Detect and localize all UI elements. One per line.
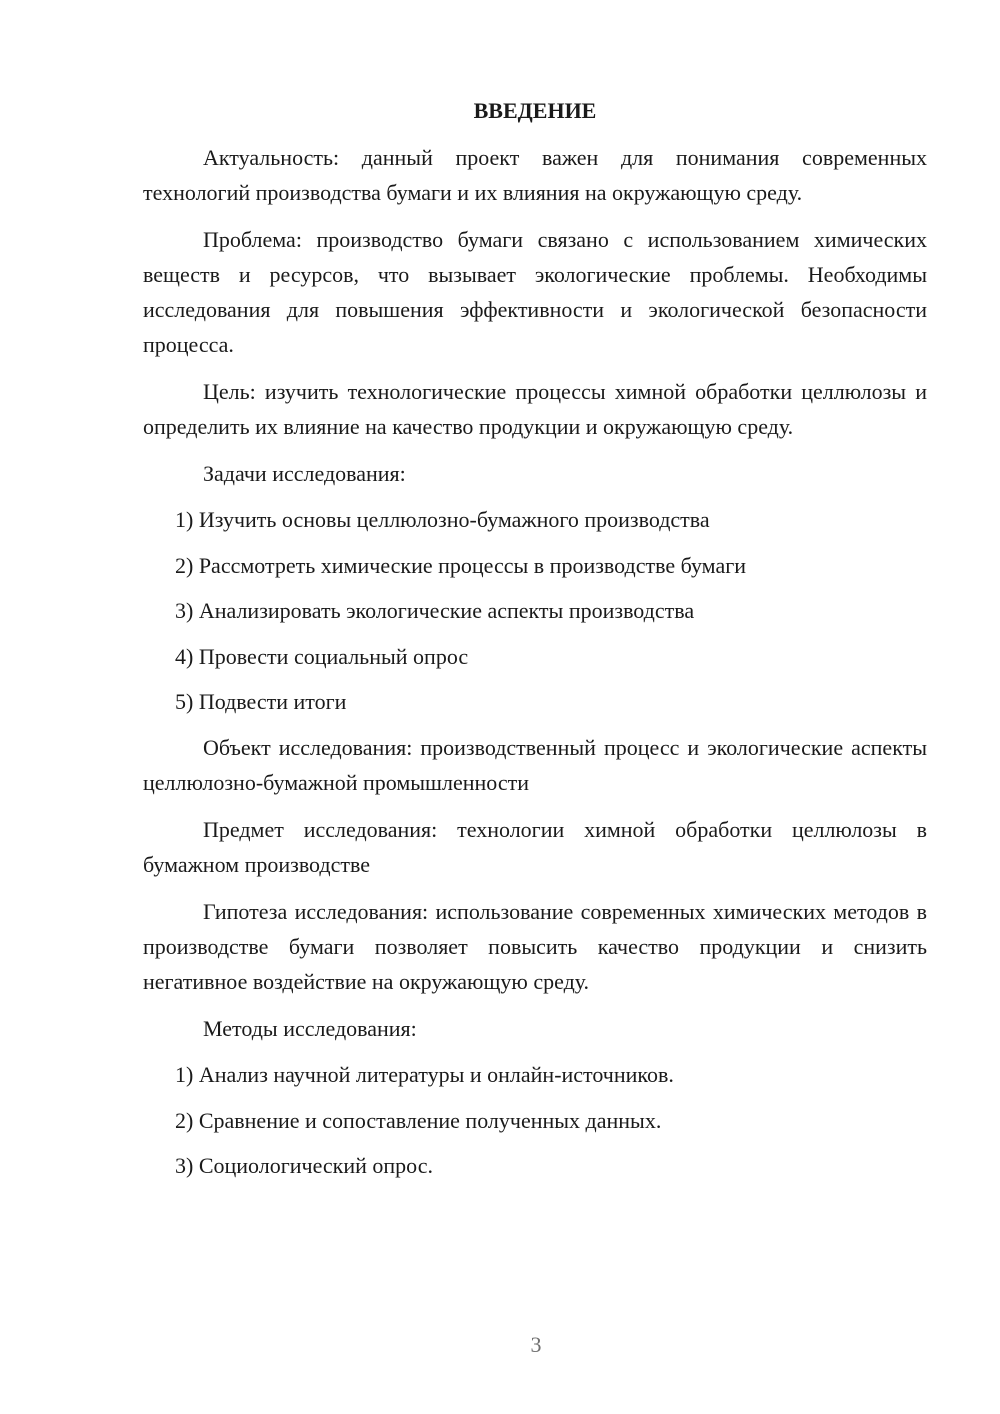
- list-item: 3) Анализировать экологические аспекты производства: [175, 598, 695, 623]
- hypothesis-paragraph: Гипотеза исследования: использование современных химических методов в производстве бумаги позволяет повысить качество продукции и снизить негативное воздействие на окружающую среду.: [143, 899, 927, 994]
- subject-paragraph: Предмет исследования: технологии химной обработки целлюлозы в бумажном производстве: [143, 817, 927, 877]
- list-item: 2) Рассмотреть химические процессы в производстве бумаги: [175, 552, 747, 578]
- list-item: 1) Изучить основы целлюлозно-бумажного производства: [175, 507, 710, 532]
- page-content: [143, 93, 927, 1194]
- methods-label: Методы исследования:: [203, 1016, 417, 1041]
- tasks-label: Задачи исследования:: [203, 461, 406, 486]
- methods-list: [143, 1057, 927, 1183]
- tasks-list: [143, 502, 927, 719]
- list-item: 1) Анализ научной литературы и онлайн-источников.: [175, 1062, 674, 1087]
- relevance-paragraph: Актуальность: данный проект важен для понимания современных технологий производства бумаги и их влияния на окружающую среду.: [143, 145, 927, 205]
- list-item: 4) Провести социальный опрос: [175, 643, 469, 669]
- page-heading: ВВЕДЕНИЕ: [473, 98, 597, 123]
- list-item: 3) Социологический опрос.: [175, 1153, 433, 1178]
- object-paragraph: Объект исследования: производственный процесс и экологические аспекты целлюлозно-бумажной промышленности: [143, 735, 927, 795]
- page-number: 3: [530, 1332, 542, 1357]
- list-item: 5) Подвести итоги: [175, 689, 347, 714]
- goal-paragraph: Цель: изучить технологические процессы химной обработки целлюлозы и определить их влияние на качество продукции и окружающую среду.: [143, 379, 927, 439]
- list-item: 2) Сравнение и сопоставление полученных данных.: [175, 1107, 662, 1133]
- problem-paragraph: Проблема: производство бумаги связано с использованием химических веществ и ресурсов, что вызывает экологические проблемы. Необходимы исследования для повышения эффективности и экологической безопасности процесса.: [143, 227, 927, 357]
